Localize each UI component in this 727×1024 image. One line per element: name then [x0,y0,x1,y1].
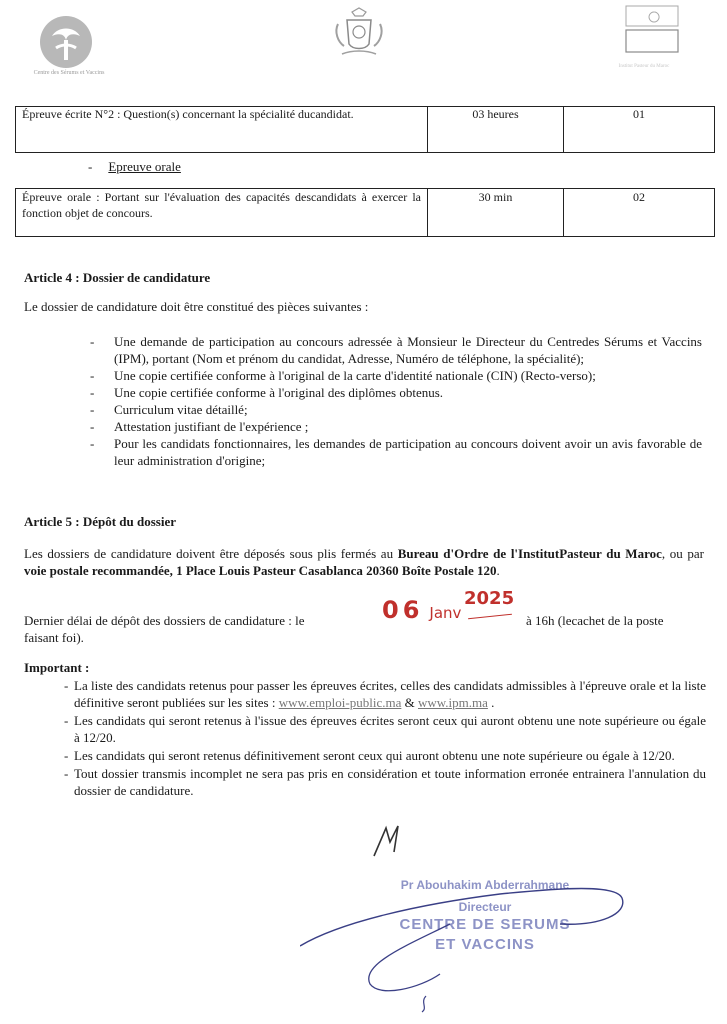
exam-description-cell: Épreuve écrite N°2 : Question(s) concernant la spécialité ducandidat. [16,107,428,153]
text-segment: . [487,695,495,710]
required-documents-list [90,333,702,469]
exam-coefficient-cell: 01 [564,107,715,153]
article-4-intro: Le dossier de candidature doit être constitué des pièces suivantes : [24,299,369,314]
exam-duration-cell: 03 heures [428,107,564,153]
list-item: - Une copie certifiée conforme à l'original de la carte d'identité nationale (CIN) (Recto-verso); [90,367,702,384]
list-item: - Pour les candidats fonctionnaires, les demandes de participation au concours doivent avoir un avis favorable de leur administration d'origine; [90,435,702,469]
stamp-org-line-2: ET VACCINS [435,936,535,953]
text-segment: . [496,563,500,578]
exam-duration-cell: 30 min [428,189,564,237]
table-row [16,107,715,153]
text-segment: (lecachet de la poste [554,613,664,628]
institut-pasteur-maroc-logo [614,4,684,56]
stamp-year: 2025 [464,588,515,609]
text-segment: Les dossiers de candidature doivent être déposés sous plis fermés au [24,546,398,561]
stamp-day: 06 [382,596,424,624]
deadline-time [526,612,706,629]
table-row [16,189,715,237]
dash-bullet: - [88,159,93,174]
submission-office: Bureau d'Ordre de l'InstitutPasteur du Maroc [397,546,662,561]
stamp-org-line-1: CENTRE DE SERUMS [399,916,571,933]
initials-mark [370,822,406,867]
list-item: - Attestation justifiant de l'expérience ; [90,418,702,435]
deadline-hour: à 16h [526,613,555,628]
stamp-name: Pr Abouhakim Abderrahmane [400,878,570,892]
right-logo-caption: Institut Pasteur du Maroc [618,64,670,69]
stamp-title: Directeur [458,900,512,914]
text-segment: & [401,695,418,710]
moroccan-coat-of-arms-emblem [330,6,388,62]
list-item: - Tout dossier transmis incomplet ne sera pas pris en considération et toute information erronée entrainera l'annulation du dossier de candidature. [64,765,706,799]
oral-exam-label: Epreuve orale [108,159,181,174]
postal-address: voie postale recommandée, 1 Place Louis Pasteur Casablanca 20360 Boîte Postale 120 [24,563,497,578]
deadline-prefix: Dernier délai de dépôt des dossiers de candidature : le [24,613,305,628]
deadline-date-stamp [382,588,515,624]
institut-pasteur-logo [38,14,94,70]
list-item: - Les candidats qui seront retenus définitivement seront ceux qui auront obtenu une note supérieure ou égale à 12/20. [64,747,706,764]
exam-coefficient-cell: 02 [564,189,715,237]
ipm-link[interactable]: www.ipm.ma [417,695,488,710]
article-4-heading: Article 4 : Dossier de candidature [24,270,211,285]
article-5-paragraph [24,545,704,579]
emploi-public-link[interactable]: www.emploi-public.ma [278,695,402,710]
list-item: - Une copie certifiée conforme à l'original des diplômes obtenus. [90,384,702,401]
list-item [64,677,706,711]
article-5-heading: Article 5 : Dépôt du dossier [24,514,177,529]
important-heading: Important : [24,660,90,675]
list-item: - Les candidats qui seront retenus à l'issue des épreuves écrites seront ceux qui auront obtenu une note supérieure ou égale à 12/20. [64,712,706,746]
exam-description-cell: Épreuve orale : Portant sur l'évaluation des capacités descandidats à exercer la fonction objet de concours. [16,189,428,237]
text-segment: , ou par [661,546,705,561]
director-stamp-signature [300,864,630,1014]
left-logo-caption: Centre des Sérums et Vaccins [33,70,105,76]
oral-exam-table [15,188,715,237]
stamp-underline [468,614,512,620]
list-item: - Curriculum vitae détaillé; [90,401,702,418]
handwritten-signature [300,864,630,1014]
deadline-line-2: faisant foi). [24,630,84,645]
oral-exam-subheading [88,159,181,175]
list-item: - Une demande de participation au concours adressée à Monsieur le Directeur du Centredes Sérums et Vaccins (IPM), portant (Nom et prénom du candidat, Adresse, Numéro de téléphone, la spécialité); [90,333,702,367]
written-exam-table [15,106,715,153]
stamp-month: Janv [429,604,462,622]
text-segment: La liste des candidats retenus pour passer les épreuves écrites, celles des candidats admissibles à l'épreuve orale et la liste définitive seront publiées sur les sites : [74,678,706,710]
important-notes-list [64,677,706,800]
